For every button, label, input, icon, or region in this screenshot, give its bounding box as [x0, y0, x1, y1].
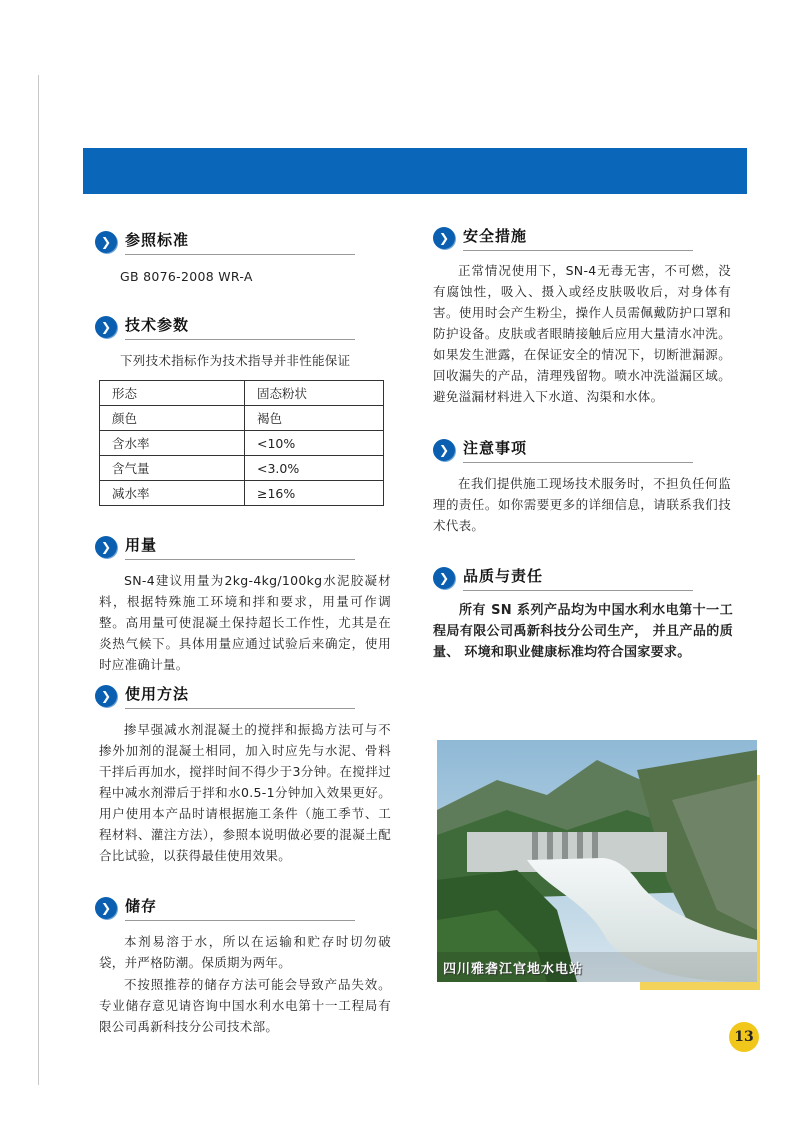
- table-cell-value: 固态粉状: [245, 381, 384, 406]
- table-row: [100, 406, 384, 431]
- chevron-right-icon: ❯: [433, 227, 455, 249]
- table-cell-key: 颜色: [100, 406, 245, 431]
- section-title: 参照标准: [125, 229, 355, 255]
- tech-spec-table: [99, 380, 384, 506]
- table-row: [100, 381, 384, 406]
- chevron-right-icon: ❯: [433, 567, 455, 589]
- table-cell-key: 含气量: [100, 456, 245, 481]
- left-margin-rule: [38, 75, 39, 1085]
- chevron-right-icon: ❯: [95, 536, 117, 558]
- section-quality-header: [433, 565, 693, 591]
- chevron-right-icon: ❯: [95, 685, 117, 707]
- table-row: [100, 456, 384, 481]
- section-title: 注意事项: [463, 437, 693, 463]
- section-dosage-header: [95, 534, 355, 560]
- chevron-right-icon: ❯: [95, 897, 117, 919]
- section-safety-header: [433, 225, 693, 251]
- table-row: [100, 431, 384, 456]
- section-title: 安全措施: [463, 225, 693, 251]
- chevron-right-icon: ❯: [433, 439, 455, 461]
- chevron-right-icon: ❯: [95, 231, 117, 253]
- section-title: 储存: [125, 895, 355, 921]
- quality-text: 所有 SN 系列产品均为中国水利水电第十一工程局有限公司禹新科技分公司生产， 并且产品的质量、 环境和职业健康标准均符合国家要求。: [433, 603, 733, 660]
- notice-text: 在我们提供施工现场技术服务时，不担负任何监理的责任。如你需要更多的详细信息，请联系我们技术代表。: [433, 476, 731, 533]
- storage-text-1: 本剂易溶于水，所以在运输和贮存时切勿破袋，并严格防潮。保质期为两年。: [99, 934, 391, 970]
- table-cell-key: 形态: [100, 381, 245, 406]
- section-tech-header: [95, 314, 355, 340]
- photo-caption: 四川雅砻江官地水电站: [443, 962, 584, 977]
- chevron-right-icon: ❯: [95, 316, 117, 338]
- section-notice-header: [433, 437, 693, 463]
- section-reference-header: [95, 229, 355, 255]
- section-storage-header: [95, 895, 355, 921]
- usage-text: 掺早强减水剂混凝土的搅拌和振捣方法可与不掺外加剂的混凝土相同，加入时应先与水泥、骨料干拌后再加水，搅拌时间不得少于3分钟。在搅拌过程中减水剂滞后于拌和水0.5-1分钟加入效果更好。用户使用本产品时请根据施工条件（施工季节、工程材料、灌注方法），参照本说明做必要的混凝土配合比试验，以获得最佳使用效果。: [99, 722, 391, 863]
- header-banner: [83, 148, 747, 194]
- section-title: 品质与责任: [463, 565, 693, 591]
- dosage-text: SN-4建议用量为2kg-4kg/100kg水泥胶凝材料，根据特殊施工环境和拌和要求，用量可作调整。高用量可使混凝土保持超长工作性，尤其是在炎热气候下。具体用量应通过试验后来确定，使用时应准确计量。: [99, 573, 391, 672]
- table-cell-key: 减水率: [100, 481, 245, 506]
- tech-intro-text: 下列技术指标作为技术指导并非性能保证: [120, 353, 351, 368]
- section-title: 使用方法: [125, 683, 355, 709]
- table-cell-value: ≥16%: [245, 481, 384, 506]
- reference-standard-text: GB 8076-2008 WR-A: [120, 269, 253, 284]
- table-row: [100, 481, 384, 506]
- storage-text-2: 不按照推荐的储存方法可能会导致产品失效。 专业储存意见请咨询中国水利水电第十一工程局有限公司禹新科技分公司技术部。: [99, 977, 391, 1034]
- section-usage-header: [95, 683, 355, 709]
- table-cell-key: 含水率: [100, 431, 245, 456]
- table-cell-value: 褐色: [245, 406, 384, 431]
- table-cell-value: <3.0%: [245, 456, 384, 481]
- section-title: 用量: [125, 534, 355, 560]
- page-number: 13: [729, 1022, 759, 1052]
- dam-photo: [437, 740, 757, 982]
- safety-text: 正常情况使用下，SN-4无毒无害，不可燃，没有腐蚀性，吸入、摄入或经皮肤吸收后，对身体有害。使用时会产生粉尘，操作人员需佩戴防护口罩和防护设备。皮肤或者眼睛接触后应用大量清水冲洗。如果发生泄露，在保证安全的情况下，切断泄漏源。回收漏失的产品，清理残留物。喷水冲洗溢漏区域。避免溢漏材料进入下水道、沟渠和水体。: [433, 263, 731, 404]
- table-cell-value: <10%: [245, 431, 384, 456]
- section-title: 技术参数: [125, 314, 355, 340]
